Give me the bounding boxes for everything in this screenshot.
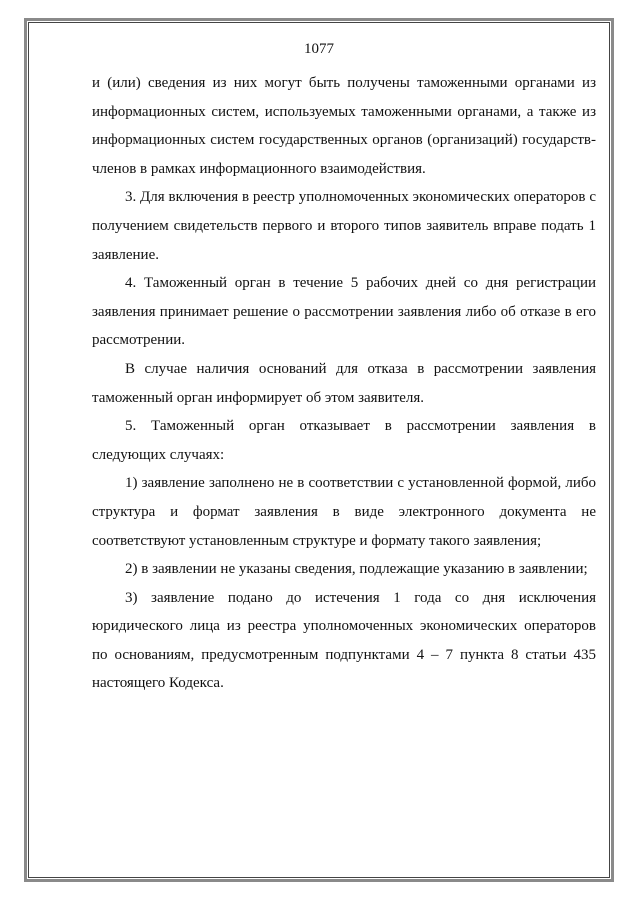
paragraph-item-4: 4. Таможенный орган в течение 5 рабочих дней со дня регистрации заявления принимает решение о рассмотрении заявления либо об отказе в его рассмотрении.	[92, 275, 596, 349]
paragraph-item-5: 5. Таможенный орган отказывает в рассмотрении заявления в следующих случаях:	[92, 418, 596, 463]
page-frame	[28, 22, 610, 878]
paragraph-subitem-2: 2) в заявлении не указаны сведения, подлежащие указанию в заявлении;	[125, 561, 588, 578]
paragraph-subitem-1: 1) заявление заполнено не в соответствии с установленной формой, либо структура и формат заявления в виде электронного документа не соответствуют установленным структуре и формату такого заявления;	[92, 475, 596, 549]
page-number: 1077	[304, 41, 334, 57]
document-body	[92, 69, 596, 698]
paragraph-refusal-info: В случае наличия оснований для отказа в рассмотрении заявления таможенный орган информирует об этом заявителя.	[92, 360, 596, 406]
paragraph-item-3: 3. Для включения в реестр уполномоченных экономических операторов с получением свидетельств первого и второго типов заявитель вправе подать 1 заявление.	[92, 189, 596, 263]
paragraph-subitem-3: 3) заявление подано до истечения 1 года со дня исключения юридического лица из реестра уполномоченных экономических операторов по основаниям, предусмотренным подпунктами 4 – 7 пункта 8 статьи 435 настоящего Кодекса.	[92, 589, 596, 692]
paragraph-continuation: и (или) сведения из них могут быть получены таможенными органами из информационных систем, используемых таможенными органами, а также из информационных систем государственных органов (организаций) государств-членов в рамках информационного взаимодействия.	[92, 75, 596, 177]
